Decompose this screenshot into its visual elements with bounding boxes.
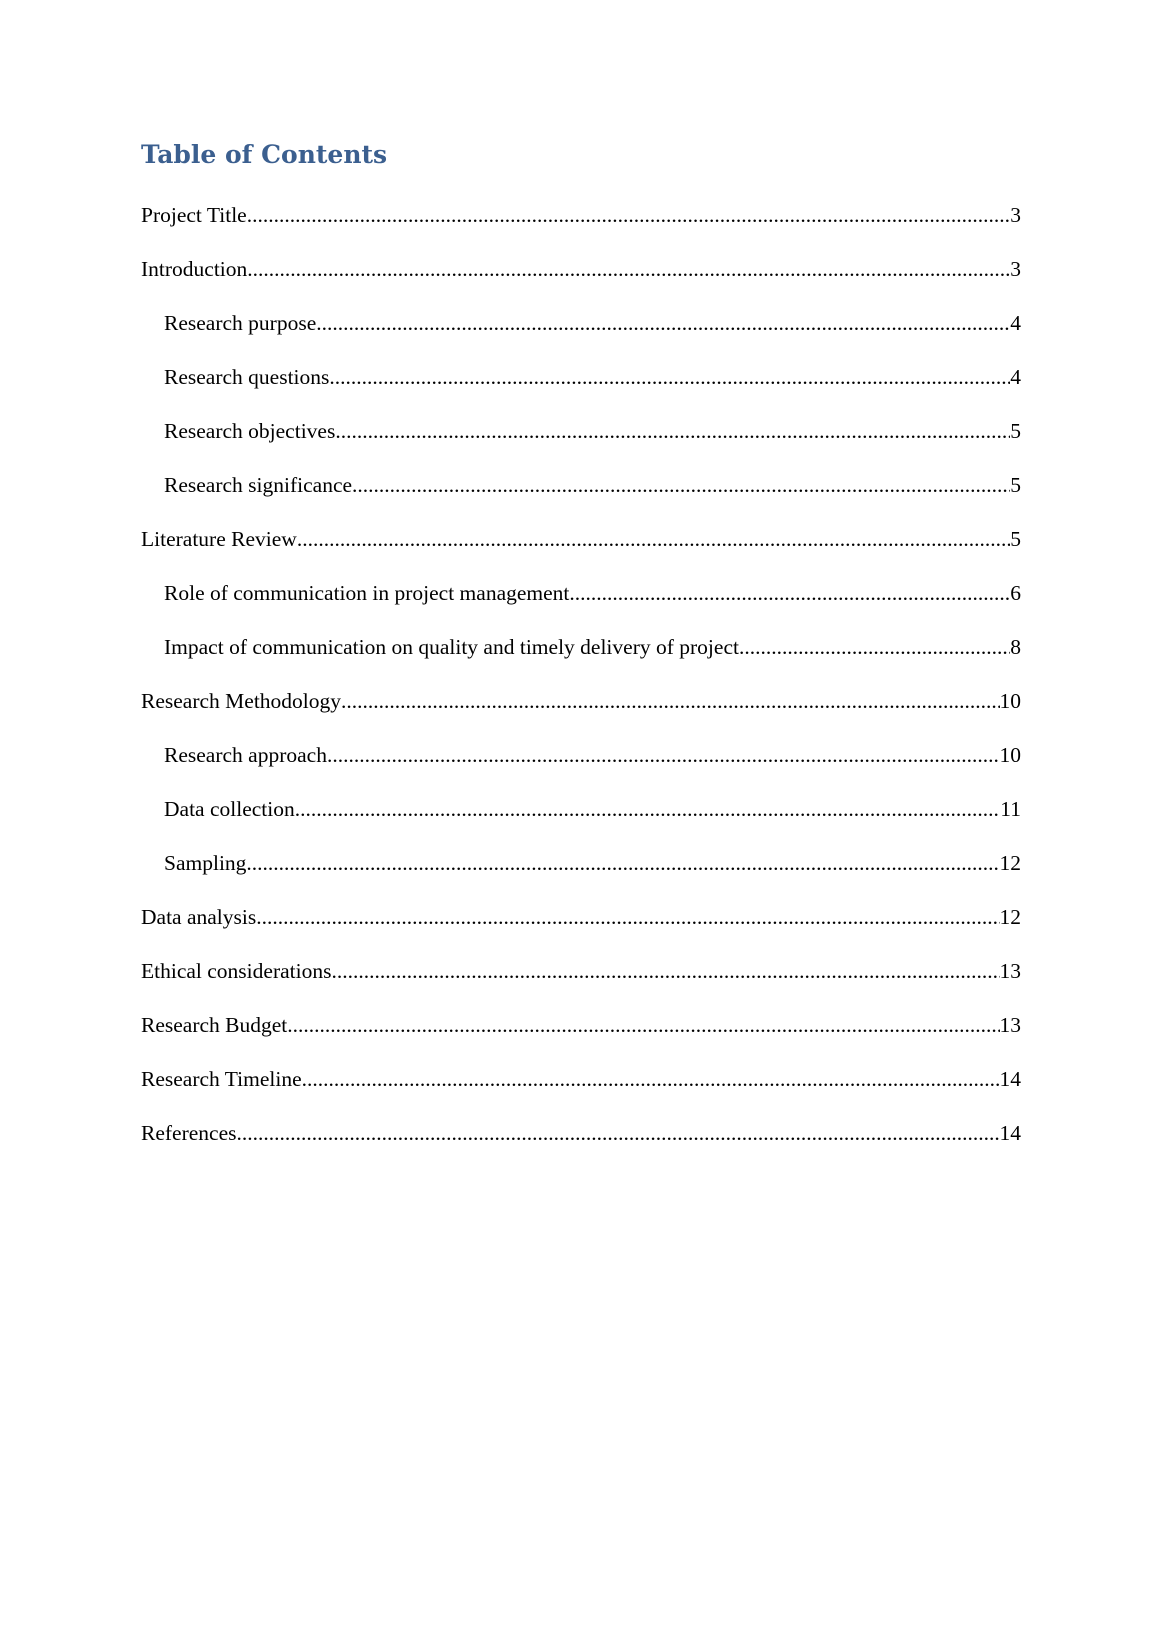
toc-page-number: 5: [1010, 473, 1021, 497]
toc-entry-label: Ethical considerations: [141, 959, 332, 983]
toc-page-number: 10: [999, 743, 1021, 767]
toc-page-number: 11: [1000, 797, 1021, 821]
toc-dot-leader: [256, 905, 999, 930]
toc-entry-research-questions[interactable]: [141, 365, 1021, 419]
toc-entry-research-purpose[interactable]: [141, 311, 1021, 365]
toc-entry-label: Data analysis: [141, 905, 257, 929]
toc-entry-sampling[interactable]: [141, 851, 1021, 905]
toc-entry-project-title[interactable]: [141, 203, 1021, 257]
toc-entry-label: Sampling: [164, 851, 247, 875]
toc-page-number: 6: [1010, 581, 1021, 605]
toc-dot-leader: [246, 851, 999, 876]
toc-entry-label: Role of communication in project management: [164, 581, 570, 605]
toc-entry-label: Impact of communication on quality and timely delivery of project: [164, 635, 739, 659]
toc-entry-research-significance[interactable]: [141, 473, 1021, 527]
toc-entry-research-objectives[interactable]: [141, 419, 1021, 473]
toc-page-number: 4: [1010, 311, 1021, 335]
toc-dot-leader: [316, 311, 1010, 336]
toc-entry-label: Research Timeline: [141, 1067, 302, 1091]
toc-page-number: 10: [999, 689, 1021, 713]
toc-dot-leader: [295, 797, 1001, 822]
toc-dot-leader: [237, 1121, 1000, 1146]
toc-page-number: 14: [999, 1121, 1021, 1145]
toc-entry-label: Research questions: [164, 365, 330, 389]
toc-entry-label: Research approach: [164, 743, 327, 767]
toc-dot-leader: [331, 959, 999, 984]
toc-page-number: 3: [1010, 257, 1021, 281]
toc-entry-label: Research objectives: [164, 419, 336, 443]
toc-dot-leader: [329, 365, 1010, 390]
toc-entry-data-collection[interactable]: [141, 797, 1021, 851]
toc-entry-introduction[interactable]: [141, 257, 1021, 311]
toc-page-number: 5: [1010, 527, 1021, 551]
toc-entry-impact-of-communication[interactable]: [141, 635, 1021, 689]
toc-dot-leader: [302, 1067, 1000, 1092]
toc-page-number: 12: [999, 851, 1021, 875]
toc-dot-leader: [739, 635, 1010, 660]
toc-page-number: 4: [1010, 365, 1021, 389]
toc-entry-label: Data collection: [164, 797, 295, 821]
toc-dot-leader: [569, 581, 1010, 606]
toc-page-number: 3: [1010, 203, 1021, 227]
toc-page-number: 13: [999, 959, 1021, 983]
toc-entry-data-analysis[interactable]: [141, 905, 1021, 959]
toc-entry-label: Research purpose: [164, 311, 317, 335]
toc-page-number: 12: [999, 905, 1021, 929]
toc-entry-research-budget[interactable]: [141, 1013, 1021, 1067]
toc-entry-research-methodology[interactable]: [141, 689, 1021, 743]
toc-entry-label: Research significance: [164, 473, 353, 497]
toc-entry-references[interactable]: [141, 1121, 1021, 1175]
toc-entry-label: Research Budget: [141, 1013, 288, 1037]
toc-entry-research-approach[interactable]: [141, 743, 1021, 797]
toc-dot-leader: [352, 473, 1010, 498]
toc-dot-leader: [287, 1013, 999, 1038]
toc-page-number: 13: [999, 1013, 1021, 1037]
toc-list: [141, 203, 1021, 1175]
toc-page-number: 5: [1010, 419, 1021, 443]
toc-dot-leader: [335, 419, 1010, 444]
toc-entry-literature-review[interactable]: [141, 527, 1021, 581]
toc-entry-label: Literature Review: [141, 527, 297, 551]
toc-entry-label: Project Title: [141, 203, 247, 227]
toc-dot-leader: [247, 257, 1010, 282]
toc-dot-leader: [297, 527, 1010, 552]
toc-dot-leader: [341, 689, 999, 714]
toc-dot-leader: [327, 743, 1000, 768]
toc-page-number: 14: [999, 1067, 1021, 1091]
toc-entry-label: Research Methodology: [141, 689, 342, 713]
toc-entry-research-timeline[interactable]: [141, 1067, 1021, 1121]
toc-entry-role-of-communication[interactable]: [141, 581, 1021, 635]
toc-heading: Table of Contents: [141, 140, 388, 169]
toc-dot-leader: [247, 203, 1011, 228]
toc-entry-label: Introduction: [141, 257, 248, 281]
toc-entry-label: References: [141, 1121, 237, 1145]
toc-entry-ethical-considerations[interactable]: [141, 959, 1021, 1013]
toc-page-number: 8: [1010, 635, 1021, 659]
